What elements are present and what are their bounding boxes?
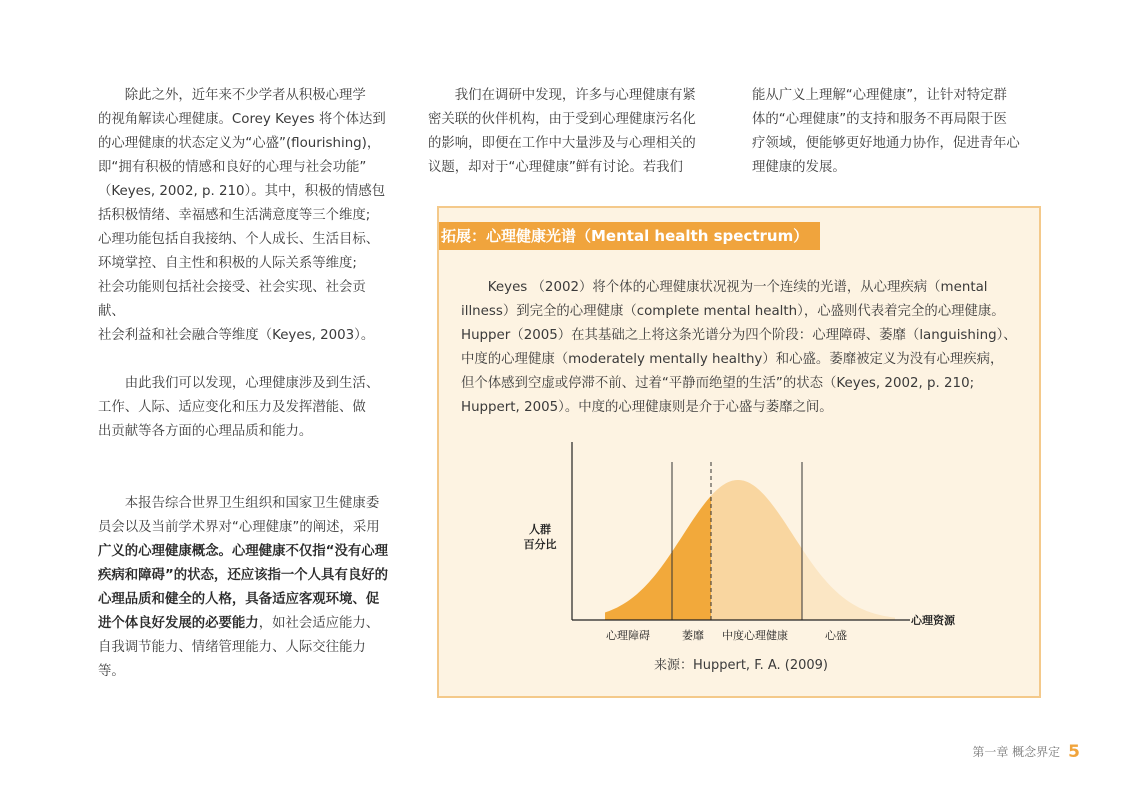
col1-paragraph-2 (98, 372, 390, 444)
col2-line: 我们在调研中发现，许多与心理健康有紧 (454, 88, 696, 103)
box-line: 中度的心理健康（moderately mentally healthy）和心盛。萎靡被定义为没有心理疾病， (461, 352, 1004, 367)
col1-p1-line: 的视角解读心理健康。Corey Keyes 将个体达到 (98, 112, 386, 127)
col1-p1-line: 的心理健康的状态定义为“心盛”(flourishing)， (98, 136, 381, 151)
col1-p1-line: 除此之外，近年来不少学者从积极心理学 (124, 88, 366, 103)
col2-line: 议题，却对于“心理健康”鲜有讨论。若我们 (428, 160, 683, 175)
category-label: 心理障碍 (606, 629, 650, 642)
chapter-label: 第一章 概念界定 (972, 745, 1061, 759)
extension-box-title: 拓展：心理健康光谱（Mental health spectrum） (439, 222, 820, 250)
right-column (752, 84, 1044, 180)
col1-paragraph-1 (98, 84, 390, 348)
category-label: 中度心理健康 (722, 629, 788, 642)
y-axis-label: 百分比 (523, 538, 557, 551)
col2-line: 的影响，即便在工作中大量涉及与心理相关的 (428, 136, 696, 151)
col3-line: 理健康的发展。 (752, 160, 846, 175)
col1-p1-line: 环境掌控、自主性和积极的人际关系等维度; (98, 256, 357, 271)
page-number: 5 (1068, 742, 1080, 762)
col1-p1-line: 即“拥有积极的情感和良好的心理与社会功能” (98, 160, 367, 175)
col1-p3-text-a: 本报告综合世界卫生组织和国家卫生健康委员会以及当前学术界对“心理健康”的阐述，采用 (98, 496, 380, 535)
x-axis-label: 心理资源 (911, 614, 955, 627)
page-footer (972, 742, 1080, 762)
left-column (98, 84, 390, 684)
col2-paragraph (428, 84, 720, 180)
col3-line: 体的“心理健康”的支持和服务不再局限于医 (752, 112, 1007, 127)
box-line: Keyes （2002）将个体的心理健康状况视为一个连续的光谱，从心理疾病（mental (487, 280, 988, 295)
box-line: Huppert, 2005）。中度的心理健康则是介于心盛与萎靡之间。 (461, 400, 833, 415)
category-label: 心盛 (825, 629, 847, 642)
bell-curve-shaded-area (605, 496, 711, 620)
col1-p2-line: 由此我们可以发现，心理健康涉及到生活、 (124, 376, 380, 391)
col1-p1-line: 社会功能则包括社会接受、社会实现、社会贡献、 (98, 280, 366, 319)
col1-p3-bold: 广义的心理健康概念。心理健康不仅指“没有心理疾病和障碍”的状态，还应该指一个人具有良好的心理品质和健全的人格，具备适应客观环境、促进个体良好发展的必要能力 (98, 544, 389, 631)
col1-p1-line: 心理功能包括自我接纳、个人成长、生活目标、 (98, 232, 380, 247)
col3-line: 能从广义上理解“心理健康”，让针对特定群 (752, 88, 1007, 103)
middle-column (428, 84, 720, 180)
col2-line: 密关联的伙伴机构，由于受到心理健康污名化 (428, 112, 696, 127)
extension-box-paragraph (461, 276, 1023, 420)
box-line: illness）到完全的心理健康（complete mental health），心盛则代表着完全的心理健康。 (461, 304, 1005, 319)
col3-line: 疗领域，便能够更好地通力协作，促进青年心 (752, 136, 1020, 151)
y-axis-label: 人群 (529, 523, 551, 536)
col1-p1-line: （Keyes, 2002, p. 210）。其中，积极的情感包 (98, 184, 386, 199)
col1-p2-line: 出贡献等各方面的心理品质和能力。 (98, 424, 313, 439)
box-line: Hupper（2005）在其基础之上将这条光谱分为四个阶段：心理障碍、萎靡（languishing）、 (461, 328, 1017, 343)
category-label: 萎靡 (682, 629, 704, 642)
box-line: 但个体感到空虚或停滞不前、过着“平静而绝望的生活”的状态（Keyes, 2002, p. 210; (461, 376, 975, 391)
col1-p1-line: 社会利益和社会融合等维度（Keyes, 2003）。 (98, 328, 375, 343)
extension-box-text (461, 276, 1023, 420)
col1-paragraph-3 (98, 492, 390, 684)
col1-p2-line: 工作、人际、适应变化和压力及发挥潜能、做 (98, 400, 366, 415)
col1-p1-line: 括积极情绪、幸福感和生活满意度等三个维度; (98, 208, 371, 223)
mental-health-spectrum-chart (510, 436, 980, 646)
col1-p3-text-c: ，如社会适应能力、自我调节能力、情绪管理能力、人际交往能力等。 (98, 616, 380, 679)
chart-source: 来源：Huppert, F. A. (2009) (653, 658, 829, 673)
col3-paragraph (752, 84, 1044, 180)
